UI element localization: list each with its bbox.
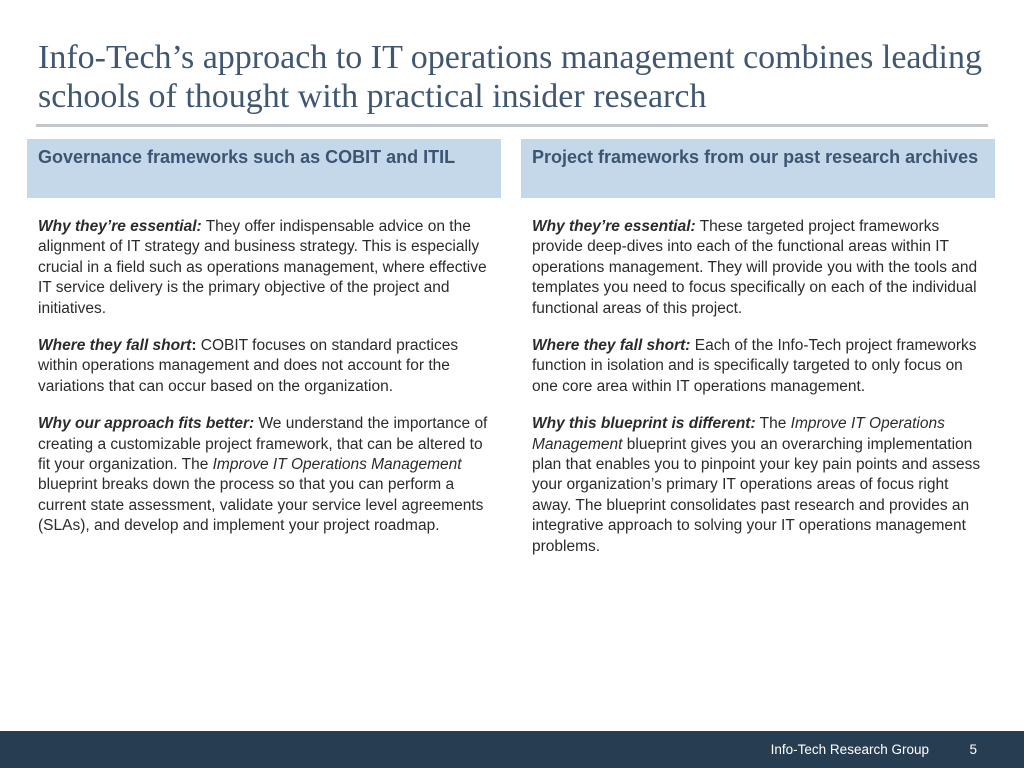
governance-approach-text-b: blueprint breaks down the process so that you can perform a current state assessment, validate your service level agreements (SLAs), and develop and implement your project roadmap. — [38, 476, 484, 535]
project-different-blueprint-name: Improve IT Operations Management — [532, 415, 945, 453]
project-essential-paragraph — [532, 217, 984, 319]
governance-shortfall-text: COBIT focuses on standard practices within operations management and does not account for the variations that can occur based on the organization. — [38, 337, 459, 395]
governance-approach-paragraph — [38, 414, 490, 536]
project-essential-lead: Why they’re essential: — [532, 218, 696, 235]
governance-column-header: Governance frameworks such as COBIT and ITIL — [27, 139, 501, 198]
governance-column — [27, 139, 501, 554]
footer-organization: Info-Tech Research Group — [770, 742, 929, 757]
governance-approach-blueprint-name: Improve IT Operations Management — [212, 456, 462, 474]
governance-essential-lead: Why they’re essential: — [38, 218, 202, 235]
title-divider — [36, 124, 988, 127]
project-different-text-b: blueprint gives you an overarching implementation plan that enables you to pinpoint your key pain points and assess your organization’s primary IT operations areas of focus right away. The blueprint consolidates past research and provides an integrative approach to solving your IT operations management problems. — [532, 435, 981, 555]
governance-essential-paragraph — [38, 217, 490, 319]
project-essential-text: These targeted project frameworks provide deep-dives into each of the functional areas within IT operations management. They will provide you with the tools and templates you need to focus specifically on each of the individual functional areas of this project. — [532, 218, 978, 317]
governance-essential-text: They offer indispensable advice on the alignment of IT strategy and business strategy. This is especially crucial in a field such as operations management, where effective IT service delivery is the primary objective of the project and initiatives. — [38, 218, 487, 317]
project-shortfall-paragraph — [532, 336, 984, 397]
project-different-paragraph — [532, 414, 984, 557]
page-number: 5 — [969, 742, 977, 757]
footer-bar — [0, 731, 1024, 768]
project-column — [521, 139, 995, 574]
project-column-body — [521, 198, 995, 557]
governance-shortfall-lead: Where they fall short — [38, 337, 192, 355]
project-different-text-a: The — [755, 415, 791, 433]
governance-approach-lead: Why our approach fits better: — [38, 415, 255, 433]
project-shortfall-lead: Where they fall short: — [532, 337, 691, 355]
project-column-header: Project frameworks from our past research archives — [521, 139, 995, 198]
project-different-lead: Why this blueprint is different: — [532, 415, 756, 433]
governance-shortfall-paragraph — [38, 336, 490, 397]
slide-title: Info-Tech’s approach to IT operations management combines leading schools of thought with practical insider research — [38, 39, 982, 115]
project-shortfall-text: Each of the Info-Tech project frameworks function in isolation and is specifically targeted to only focus on one core area within IT operations management. — [532, 337, 977, 395]
governance-column-body — [27, 198, 501, 537]
governance-approach-text-a: We understand the importance of creating a customizable project framework, that can be altered to fit your organization. The — [38, 415, 488, 474]
governance-shortfall-colon: : — [191, 337, 197, 355]
